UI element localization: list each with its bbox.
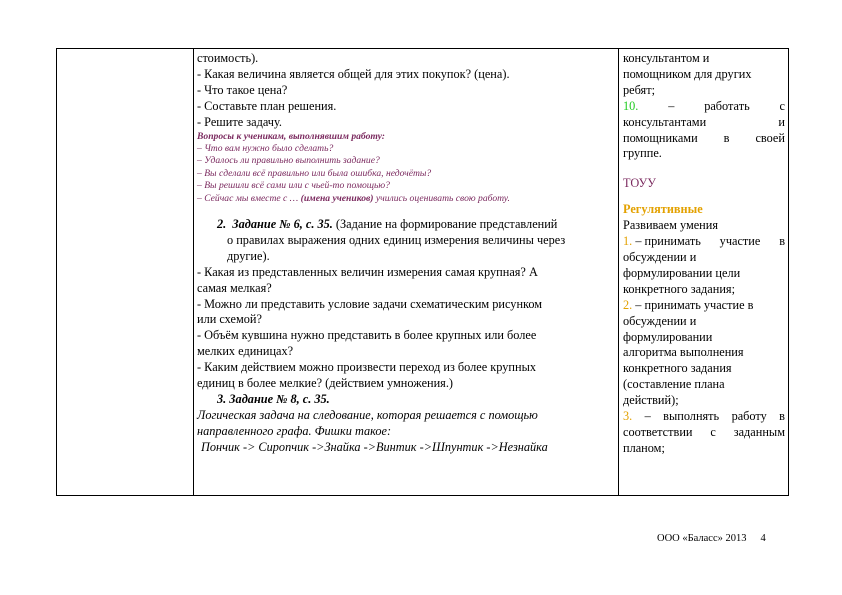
footer-company: ООО «Баласс» 2013 (657, 533, 747, 544)
skill-2-line: действий); (623, 393, 679, 408)
task-3-chain: Пончик -> Сиропчик ->Знайка ->Винтик ->Шпунтик ->Незнайка (201, 439, 548, 454)
task-2-question-line: единиц в более мелкие? (действием умножения.) (197, 376, 454, 391)
task-2-question-line: - Какая из представленных величин измерения самая крупная? А (197, 264, 538, 279)
skill-1-line: 1. – принимать участие в (623, 234, 785, 249)
toyu-heading: ТОУУ (623, 176, 656, 191)
skills-column (619, 49, 788, 457)
intro-lines (197, 51, 613, 131)
skill-2-line: конкретного задания (623, 361, 732, 376)
question-item: – Что вам нужно было сделать? (197, 142, 334, 154)
task-2-question-line: или схемой? (197, 312, 262, 327)
develop-skills-label: Развиваем умения (623, 218, 719, 233)
skill-2-line: (составление плана (623, 377, 725, 392)
task-2-heading: 2. Задание № 6, с. 35. (Задание на формирование представлений (217, 216, 558, 231)
page-number: 4 (760, 533, 766, 544)
skill-10-line: 10. – работать с (623, 98, 785, 113)
skill-1-line: конкретного задания; (623, 281, 735, 296)
intro-line: - Что такое цена? (197, 82, 288, 97)
skill-line: консультантом и (623, 51, 710, 65)
regulative-heading: Регулятивные (623, 202, 703, 217)
skill-10-line: консультантами и (623, 114, 785, 129)
skill-3-line: соответствии с заданным (623, 424, 785, 439)
page-footer (657, 533, 766, 544)
question-item: – Удалось ли правильно выполнить задание? (197, 155, 380, 167)
content-column (193, 49, 617, 456)
task-2-questions (197, 265, 613, 392)
intro-line: стоимость). (197, 51, 259, 65)
task-2-question-line: - Каким действием можно произвести переход из более крупных (197, 360, 536, 375)
question-item: – Сейчас мы вместе с … (имена учеников) учились оценивать свою работу. (197, 192, 510, 204)
task-2-desc-line: другие). (227, 248, 270, 263)
task-2-question-line: самая мелкая? (197, 280, 272, 295)
intro-line: - Составьте план решения. (197, 98, 337, 113)
skill-2-lines (623, 314, 785, 409)
intro-line: - Какая величина является общей для этих покупок? (цена). (197, 66, 510, 81)
skill-1-line: формулировании цели (623, 265, 741, 280)
task-2 (197, 217, 613, 265)
skill-2-line: формулировании (623, 329, 713, 344)
question-item: – Вы сделали всё правильно или была ошибка, недочёты? (197, 167, 432, 179)
skill-2-line: 2. – принимать участие в (623, 297, 754, 312)
skill-1-line: обсуждении и (623, 249, 697, 264)
task-2-desc-line: о правилах выражения одних единиц измерения величины через (227, 232, 566, 247)
question-item: – Вы решили всё сами или с чьей-то помощью? (197, 180, 390, 192)
task-3-title: 3. Задание № 8, с. 35. (217, 391, 330, 406)
skill-2-line: обсуждении и (623, 313, 697, 328)
task-2-question-line: - Объём кувшина нужно представить в более крупных или более (197, 328, 537, 343)
questions-title: Вопросы к ученикам, выполнявшим работу: (197, 130, 385, 142)
task-2-question-line: - Можно ли представить условие задачи схематическим рисунком (197, 296, 543, 311)
skill-2-line: алгоритма выполнения (623, 345, 744, 360)
skill-line: помощником для других (623, 66, 752, 81)
questions-list (197, 143, 613, 193)
skill-10-line: помощниками в своей (623, 130, 785, 145)
skill-3-line: 3. – выполнять работу в (623, 409, 785, 424)
task-3-line: направленного графа. Фишки такое: (197, 423, 392, 438)
intro-line: - Решите задачу. (197, 114, 282, 129)
skill-3-line: планом; (623, 440, 665, 455)
skill-line: ребят; (623, 82, 656, 97)
task-3-line: Логическая задача на следование, которая решается с помощью (197, 407, 538, 422)
skill-10-line: группе. (623, 146, 662, 161)
task-2-question-line: мелких единицах? (197, 344, 294, 359)
lesson-table (56, 48, 789, 496)
